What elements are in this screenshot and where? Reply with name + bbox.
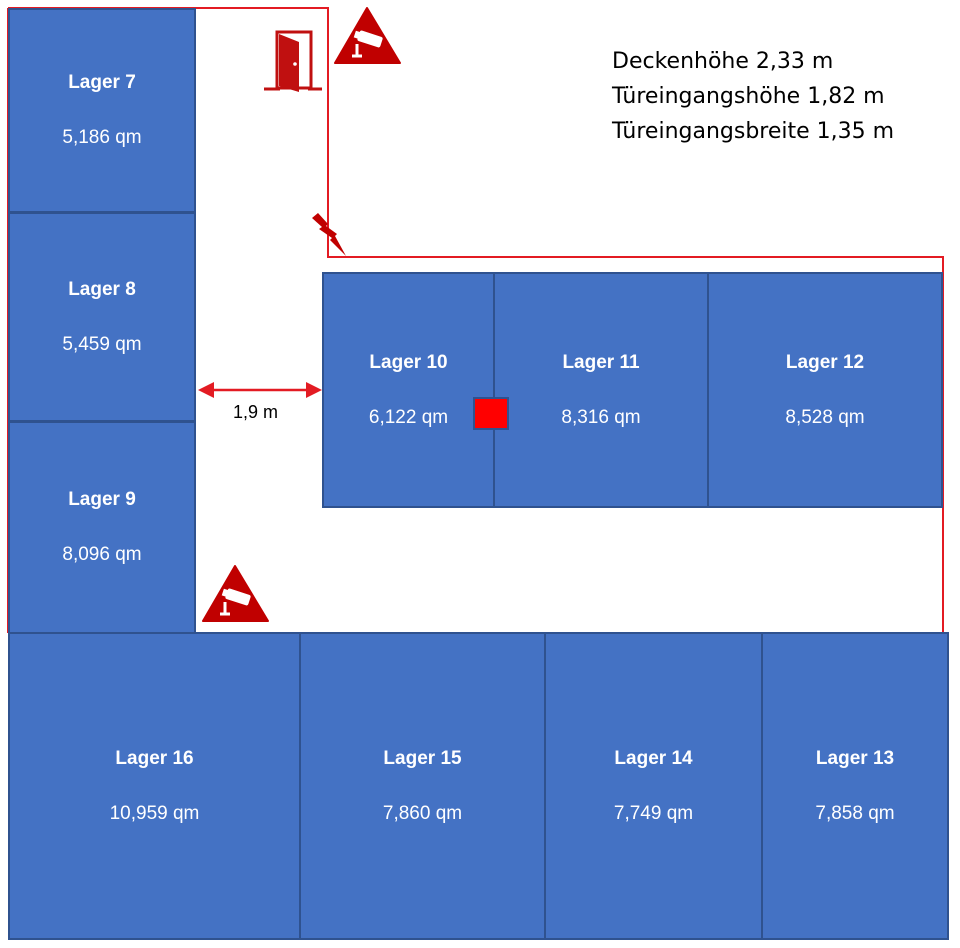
room-area: 7,860 qm (382, 802, 463, 824)
door-height-text: Türeingangshöhe 1,82 m (612, 84, 885, 109)
room-area: 7,858 qm (815, 802, 895, 824)
room-area: 8,096 qm (62, 544, 142, 565)
room-area: 7,749 qm (613, 802, 694, 824)
room-area: 6,122 qm (368, 406, 449, 428)
room-name: Lager 12 (785, 351, 865, 373)
room-area: 5,186 qm (62, 127, 142, 148)
door-width-text: Türeingangsbreite 1,35 m (612, 119, 895, 144)
room-name: Lager 10 (369, 351, 448, 373)
room-name: Lager 14 (614, 747, 693, 769)
room-area: 5,459 qm (62, 333, 142, 355)
room-name: Lager 9 (68, 489, 136, 510)
ceiling-height-text: Deckenhöhe 2,33 m (612, 49, 834, 74)
room-area: 8,316 qm (561, 406, 641, 428)
room-area: 10,959 qm (109, 802, 200, 824)
room-name: Lager 13 (815, 747, 895, 769)
room-name: Lager 8 (68, 278, 136, 300)
room-name: Lager 7 (68, 72, 136, 93)
room-name: Lager 16 (115, 747, 194, 769)
room-name: Lager 11 (562, 351, 640, 373)
room-name: Lager 15 (383, 747, 462, 769)
corridor-width-label: 1,9 m (233, 402, 279, 422)
room-area: 8,528 qm (785, 406, 865, 428)
